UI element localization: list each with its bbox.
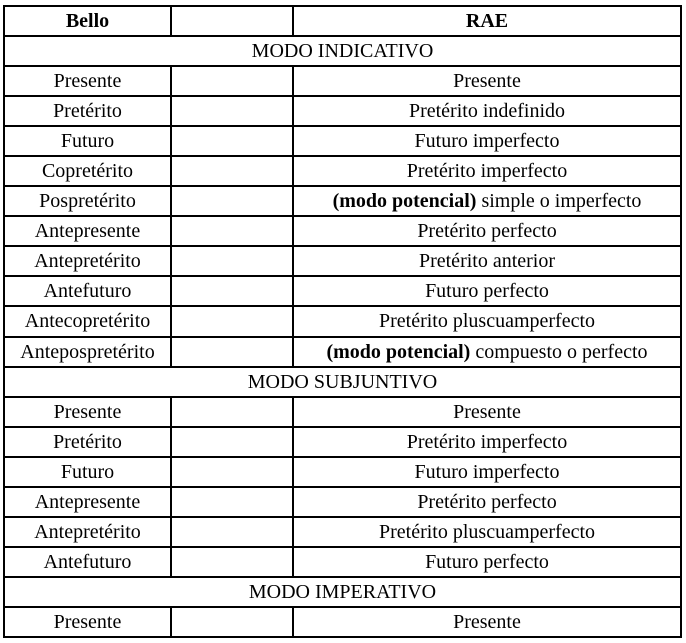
empty-cell — [171, 276, 293, 306]
bello-tense-cell: Antepospretérito — [4, 337, 171, 367]
header-row — [4, 6, 681, 36]
rae-tense-label: Pretérito imperfecto — [406, 430, 568, 453]
bello-tense-cell: Presente — [4, 607, 171, 637]
empty-cell — [171, 246, 293, 276]
empty-cell — [171, 337, 293, 367]
rae-tense-cell — [293, 216, 681, 246]
section-row — [4, 36, 681, 66]
bello-tense-cell: Antefuturo — [4, 547, 171, 577]
table-row — [4, 427, 681, 457]
bello-tense-cell: Futuro — [4, 457, 171, 487]
rae-tense-label: Futuro perfecto — [425, 280, 549, 303]
bello-tense-cell: Pretérito — [4, 427, 171, 457]
rae-tense-cell — [293, 457, 681, 487]
empty-cell — [171, 457, 293, 487]
bello-tense-cell: Antefuturo — [4, 276, 171, 306]
table-row — [4, 487, 681, 517]
bello-tense-cell: Copretérito — [4, 156, 171, 186]
empty-cell — [171, 487, 293, 517]
rae-tense-label: Pretérito anterior — [418, 250, 556, 273]
rae-tense-cell — [293, 337, 681, 367]
empty-cell — [171, 126, 293, 156]
empty-cell — [171, 96, 293, 126]
rae-tense-cell — [293, 547, 681, 577]
rae-tense-cell — [293, 96, 681, 126]
empty-cell — [171, 397, 293, 427]
rae-tense-cell — [293, 156, 681, 186]
table-row — [4, 246, 681, 276]
bello-tense-cell: Antepresente — [4, 487, 171, 517]
rae-tense-label: simple o imperfecto — [476, 190, 642, 213]
empty-cell — [171, 607, 293, 637]
header-bello: Bello — [4, 6, 171, 36]
rae-tense-cell — [293, 126, 681, 156]
table-row — [4, 126, 681, 156]
empty-cell — [171, 216, 293, 246]
table-row — [4, 457, 681, 487]
bello-tense-cell: Antecopretérito — [4, 306, 171, 336]
empty-cell — [171, 517, 293, 547]
table-row — [4, 276, 681, 306]
rae-tense-cell — [293, 66, 681, 96]
table-row — [4, 306, 681, 336]
bello-tense-cell: Antepretérito — [4, 517, 171, 547]
rae-tense-label: Futuro imperfecto — [414, 130, 560, 153]
rae-tense-label: Pretérito perfecto — [417, 490, 557, 513]
rae-tense-cell — [293, 427, 681, 457]
section-row — [4, 367, 681, 397]
rae-tense-cell — [293, 306, 681, 336]
bello-tense-cell: Antepresente — [4, 216, 171, 246]
rae-tense-label: Pretérito imperfecto — [406, 160, 568, 183]
rae-tense-cell — [293, 246, 681, 276]
rae-tense-cell — [293, 607, 681, 637]
empty-cell — [171, 156, 293, 186]
table-row — [4, 337, 681, 367]
table-row — [4, 397, 681, 427]
bello-tense-cell: Pospretérito — [4, 186, 171, 216]
rae-mode-note: (modo potencial) — [326, 340, 471, 363]
table-row — [4, 216, 681, 246]
section-title: MODO INDICATIVO — [4, 36, 681, 66]
rae-tense-label: Pretérito pluscuamperfecto — [378, 310, 596, 333]
header-empty-cell — [171, 6, 293, 36]
verb-tense-comparison-table — [3, 5, 682, 638]
bello-tense-cell: Antepretérito — [4, 246, 171, 276]
empty-cell — [171, 547, 293, 577]
section-title: MODO IMPERATIVO — [4, 577, 681, 607]
header-rae: RAE — [293, 6, 681, 36]
table-row — [4, 547, 681, 577]
rae-tense-cell — [293, 276, 681, 306]
rae-tense-label: Pretérito indefinido — [408, 100, 566, 123]
rae-tense-cell — [293, 186, 681, 216]
rae-tense-cell — [293, 517, 681, 547]
table-row — [4, 96, 681, 126]
bello-tense-cell: Futuro — [4, 126, 171, 156]
empty-cell — [171, 427, 293, 457]
empty-cell — [171, 66, 293, 96]
rae-mode-note: (modo potencial) — [332, 190, 477, 213]
section-row — [4, 577, 681, 607]
rae-tense-label: Presente — [453, 610, 521, 633]
table-row — [4, 186, 681, 216]
rae-tense-cell — [293, 487, 681, 517]
table-row — [4, 66, 681, 96]
section-title: MODO SUBJUNTIVO — [4, 367, 681, 397]
empty-cell — [171, 306, 293, 336]
rae-tense-label: Presente — [453, 70, 521, 93]
table-row — [4, 607, 681, 637]
table-row — [4, 517, 681, 547]
bello-tense-cell: Pretérito — [4, 96, 171, 126]
rae-tense-label: compuesto o perfecto — [470, 340, 648, 363]
rae-tense-label: Pretérito pluscuamperfecto — [378, 520, 596, 543]
empty-cell — [171, 186, 293, 216]
bello-tense-cell: Presente — [4, 66, 171, 96]
bello-tense-cell: Presente — [4, 397, 171, 427]
rae-tense-label: Futuro perfecto — [425, 550, 549, 573]
table-body — [4, 6, 681, 637]
rae-tense-label: Pretérito perfecto — [417, 220, 557, 243]
rae-tense-label: Futuro imperfecto — [414, 460, 560, 483]
rae-tense-label: Presente — [453, 400, 521, 423]
rae-tense-cell — [293, 397, 681, 427]
table-row — [4, 156, 681, 186]
